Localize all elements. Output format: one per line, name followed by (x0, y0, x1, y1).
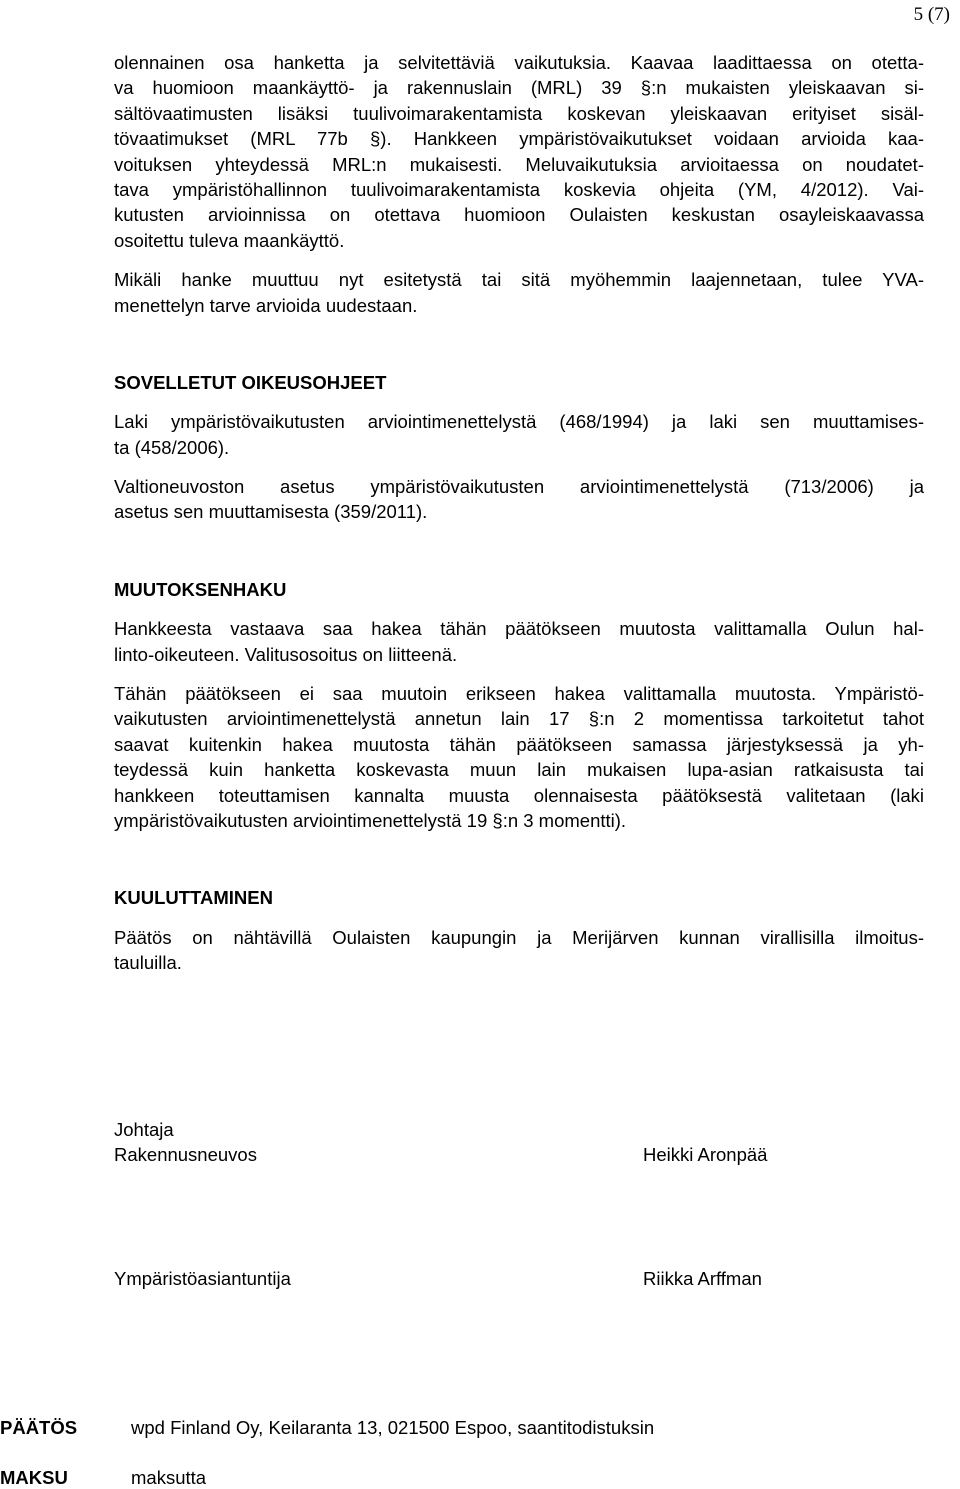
paragraph-line: Valtioneuvoston asetus ympäristövaikutusten arviointimenettelystä (713/2006) ja (114, 476, 924, 498)
paragraph-line: ta (458/2006). (114, 436, 230, 458)
paragraph-line: Laki ympäristövaikutusten arviointimenettelystä (468/1994) ja laki sen muuttamises- (114, 411, 924, 433)
paragraph-line: va huomioon maankäyttö- ja rakennuslain (MRL) 39 §:n mukaisten yleiskaavan si- (114, 77, 924, 99)
fee-label: MAKSU (0, 1467, 68, 1488)
paragraph-line: linto-oikeuteen. Valitusosoitus on liitteenä. (114, 643, 458, 665)
fee-value: maksutta (131, 1467, 207, 1488)
section-heading-laws: SOVELLETUT OIKEUSOHJEET (114, 371, 387, 393)
section-heading-announcement: KUULUTTAMINEN (114, 887, 273, 909)
paragraph-line: Päätös on nähtävillä Oulaisten kaupungin ja Merijärven kunnan virallisilla ilmoitus- (114, 926, 924, 948)
paragraph-line: Hankkeesta vastaava saa hakea tähän päätökseen muutosta valittamalla Oulun hal- (114, 618, 924, 640)
paragraph-line: hankkeen toteuttamisen kannalta muusta olennaisesta päätöksestä valitetaan (laki (114, 784, 924, 806)
paragraph-line: asetus sen muuttamisesta (359/2011). (114, 501, 428, 523)
paragraph-line: osoitettu tuleva maankäyttö. (114, 229, 345, 251)
paragraph-line: sältövaatimusten lisäksi tuulivoimarakentamista koskevan yleiskaavan erityiset sisäl- (114, 102, 924, 124)
laws-paragraph-2 (114, 474, 924, 525)
decision-value: wpd Finland Oy, Keilaranta 13, 021500 Espoo, saantitodistuksin (131, 1417, 655, 1438)
change-note-paragraph (114, 267, 924, 318)
director-title: Johtaja (114, 1119, 174, 1140)
announcement-paragraph (114, 925, 924, 976)
expert-role: Ympäristöasiantuntija (114, 1268, 291, 1289)
paragraph-line: Mikäli hanke muuttuu nyt esitetystä tai sitä myöhemmin laajennetaan, tulee YVA- (114, 269, 924, 291)
paragraph-line: olennainen osa hanketta ja selvitettäviä vaikutuksia. Kaavaa laadittaessa on otetta- (114, 52, 924, 73)
paragraph-line: voituksen yhteydessä MRL:n mukaisesti. Meluvaikutuksia arvioitaessa on noudatet- (114, 153, 924, 175)
laws-paragraph-1 (114, 409, 924, 460)
paragraph-line: Tähän päätökseen ei saa muutoin erikseen hakea valittamalla muutosta. Ympäristö- (114, 683, 924, 705)
expert-name: Riikka Arffman (643, 1268, 762, 1289)
appeal-paragraph-2 (114, 681, 924, 833)
paragraph-line: saavat kuitenkin hakea muutosta tähän päätökseen samassa järjestyksessä ja yh- (114, 733, 924, 755)
decision-label: PÄÄTÖS (0, 1417, 78, 1438)
intro-paragraph (114, 50, 924, 253)
paragraph-line: menettelyn tarve arvioida uudestaan. (114, 294, 418, 316)
paragraph-line: ympäristövaikutusten arviointimenettelystä 19 §:n 3 momentti). (114, 809, 627, 831)
paragraph-line: tövaatimukset (MRL 77b §). Hankkeen ympäristövaikutukset voidaan arvioida kaa- (114, 128, 924, 150)
paragraph-line: vaikutusten arviointimenettelystä annetun lain 17 §:n 2 momentissa tarkoitetut tahot (114, 708, 924, 730)
appeal-paragraph-1 (114, 616, 924, 667)
paragraph-line: tava ympäristöhallinnon tuulivoimarakentamista koskevia ohjeita (YM, 4/2012). Vai- (114, 178, 924, 200)
section-heading-appeal: MUUTOKSENHAKU (114, 578, 287, 600)
document-body (114, 50, 924, 976)
page-number: 5 (7) (913, 4, 950, 25)
paragraph-line: tauluilla. (114, 952, 182, 974)
paragraph-line: kutusten arvioinnissa on otettava huomioon Oulaisten keskustan osayleiskaavassa (114, 204, 924, 226)
director-name: Heikki Aronpää (643, 1144, 768, 1165)
paragraph-line: teydessä kuin hanketta koskevasta muun lain mukaisen lupa-asian ratkaisusta tai (114, 759, 924, 781)
director-role: Rakennusneuvos (114, 1144, 257, 1165)
